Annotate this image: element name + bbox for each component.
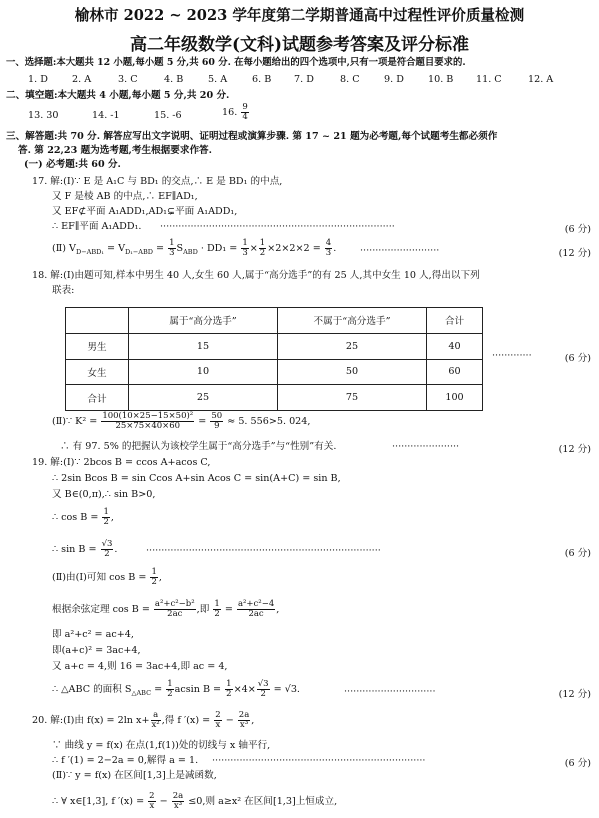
q20-line2: ∵ 曲线 y = f(x) 在点(1,f(1))处的切线与 x 轴平行,: [52, 740, 271, 751]
table-cell: 100: [427, 385, 483, 411]
contingency-table: [65, 307, 483, 411]
q19-part2: (Ⅱ)由(Ⅰ)可知 cos B = $\frac{1}{2}$ ,: [52, 567, 162, 587]
answer-2: 2. A: [72, 74, 92, 85]
section3-subheading: (一) 必考题:共 60 分.: [24, 159, 121, 170]
table-cell: 25: [129, 385, 278, 411]
dot-leader: ······································································: [212, 755, 426, 766]
table-row: [66, 359, 483, 385]
answer-4: 4. B: [164, 74, 184, 85]
q17-line3: 又 EF⊄平面 A₁ADD₁,AD₁⊊平面 A₁ADD₁,: [52, 206, 238, 217]
section3-heading-cont: 答. 第 22,23 题为选考题,考生根据要求作答.: [18, 145, 212, 156]
q19-area: ∴ △ABC 的面积 $S_{\triangle ABC}$ = $\frac{1}{2}$ acsin B = $\frac{1}{2}$ ×4× $\frac{√3}{2}$ = √3.: [52, 679, 300, 699]
answer-6: 6. B: [252, 74, 272, 85]
table-cell: 女生: [66, 359, 129, 385]
fill-answer-16: 16. $\frac{9}{4}$: [222, 102, 248, 122]
table-header-cell: 属于“高分选手”: [129, 308, 278, 334]
q19-sinB: ∴ sin B = $\frac{√3}{2}$ .: [52, 539, 118, 559]
q19-line9: 即(a+c)² = 3ac+4,: [52, 645, 141, 656]
table-cell: 25: [278, 333, 427, 359]
table-cell: 40: [427, 333, 483, 359]
section1-heading: 一、选择题:本大题共 12 小题,每小题 5 分,共 60 分. 在每小题给出的四个选项中,只有一项是符合题目要求的.: [6, 57, 466, 68]
section2-heading: 二、填空题:本大题共 4 小题,每小题 5 分,共 20 分.: [6, 90, 230, 101]
q20-line4: (Ⅱ)∵ y = f(x) 在区间[1,3]上是减函数,: [52, 770, 217, 781]
dot-leader: ··························: [360, 245, 440, 256]
q20-line1: 20. 解:(Ⅰ)由 f(x) = 2ln x+ $\frac{a}{\text{x²}}$ ,得 f ′(x) = $\frac{2}{x}$ − $\frac{2a}{\text{x³}}$ ,: [32, 710, 255, 730]
answer-5: 5. A: [208, 74, 228, 85]
table-header-cell: [66, 308, 129, 334]
dot-leader: ······························: [344, 686, 436, 697]
score-12: (12 分): [558, 689, 591, 700]
score-6: (6 分): [564, 353, 591, 364]
q19-line2: ∴ 2sin Bcos B = sin Ccos A+sin Acos C = sin(A+C) = sin B,: [52, 473, 341, 484]
q19-cosine-law: 根据余弦定理 cos B = $\frac{\text{a²+c²−b²}}{2ac}$ ,即 $\frac{1}{2}$ = $\frac{\text{a²+c²−4}}{2ac}$ ,: [52, 599, 280, 619]
q20-line3: ∴ f ′(1) = 2−2a = 0,解得 a = 1.: [52, 755, 199, 766]
table-cell: 60: [427, 359, 483, 385]
q18-conclusion: ∴ 有 97. 5% 的把握认为该校学生属于“高分选手”与“性别”有关.: [60, 441, 337, 452]
table-cell: 男生: [66, 333, 129, 359]
answer-10: 10. B: [428, 74, 454, 85]
table-header-cell: 不属于“高分选手”: [278, 308, 427, 334]
table-cell: 50: [278, 359, 427, 385]
answer-3: 3. C: [118, 74, 138, 85]
score-6: (6 分): [564, 758, 591, 769]
score-12: (12 分): [558, 444, 591, 455]
answer-key-title: 高二年级数学(文科)试题参考答案及评分标准: [129, 35, 470, 55]
q19-line3: 又 B∈(0,π),∴ sin B>0,: [52, 489, 156, 500]
q18-k-squared: (Ⅱ)∵ K² = $\frac{\text{100(10×25−15×50)²}}{25\times 75\times 40\times 60}$ = $\frac{50}{9}$ ≈ 5. 556>5. 024,: [52, 411, 311, 431]
q19-cosB: ∴ cos B = $\frac{1}{2}$ ,: [52, 507, 114, 527]
fill-answer-14: 14. -1: [92, 110, 120, 121]
dot-leader: ·············································································: [160, 221, 395, 232]
q17-line2: 又 F 是棱 AB 的中点,∴ EF∥AD₁,: [52, 191, 198, 202]
answer-12: 12. A: [528, 74, 554, 85]
dot-leader: ······················: [392, 441, 460, 452]
answer-8: 8. C: [340, 74, 360, 85]
q17-part2: (Ⅱ) $V_{D-ABD_1} = V_{D_1-ABD}$ = $\frac{1}{3}$ $S_{ABD} \cdot DD_1$ = $\frac{1}{3}$ × $\frac{1}{2}$ ×2×2×2 = $\frac{4}{3}$ .: [52, 238, 337, 258]
fill-answer-15: 15. -6: [154, 110, 182, 121]
q19-line10: 又 a+c = 4,则 16 = 3ac+4,即 ac = 4,: [52, 661, 228, 672]
q19-line8: 即 a²+c² = ac+4,: [52, 629, 134, 640]
score-6: (6 分): [564, 548, 591, 559]
table-cell: 合计: [66, 385, 129, 411]
q18-line1: 18. 解:(Ⅰ)由题可知,样本中男生 40 人,女生 60 人,属于“高分选手”的有 25 人,其中女生 10 人,得出以下列: [32, 270, 480, 281]
table-row: [66, 385, 483, 411]
fraction-9-4: $\frac{9}{4}$: [242, 102, 248, 122]
table-cell: 10: [129, 359, 278, 385]
fill-answer-13: 13. 30: [28, 110, 59, 121]
section3-heading: 三、解答题:共 70 分. 解答应写出文字说明、证明过程或演算步骤. 第 17 ~ 21 题为必考题,每个试题考生都必须作: [6, 131, 498, 142]
table-cell: 75: [278, 385, 427, 411]
table-cell: 15: [129, 333, 278, 359]
q17-line4: ∴ EF∥平面 A₁ADD₁.: [52, 221, 142, 232]
score-12: (12 分): [558, 248, 591, 259]
q20-line5: ∴ ∀ x∈[1,3], f ′(x) = $\frac{2}{x}$ − $\frac{2a}{\text{x³}}$ ≤0,则 a≥x² 在区间[1,3]上恒成立,: [52, 791, 338, 811]
exam-title: 榆林市 2022 ~ 2023 学年度第二学期普通高中过程性评价质量检测: [74, 7, 525, 24]
answer-7: 7. D: [294, 74, 314, 85]
q19-line1: 19. 解:(Ⅰ)∵ 2bcos B = ccos A+acos C,: [32, 457, 211, 468]
q18-line2: 联表:: [52, 285, 75, 296]
table-header-cell: 合计: [427, 308, 483, 334]
dot-leader: ·············: [492, 350, 532, 361]
table-row: [66, 333, 483, 359]
answer-1: 1. D: [28, 74, 48, 85]
dot-leader: ·············································································: [146, 545, 381, 556]
q17-line1: 17. 解:(Ⅰ)∵ E 是 A₁C 与 BD₁ 的交点,∴ E 是 BD₁ 的中点,: [32, 176, 283, 187]
score-6: (6 分): [564, 224, 591, 235]
answer-11: 11. C: [476, 74, 502, 85]
answer-9: 9. D: [384, 74, 404, 85]
table-header-row: [66, 308, 483, 334]
